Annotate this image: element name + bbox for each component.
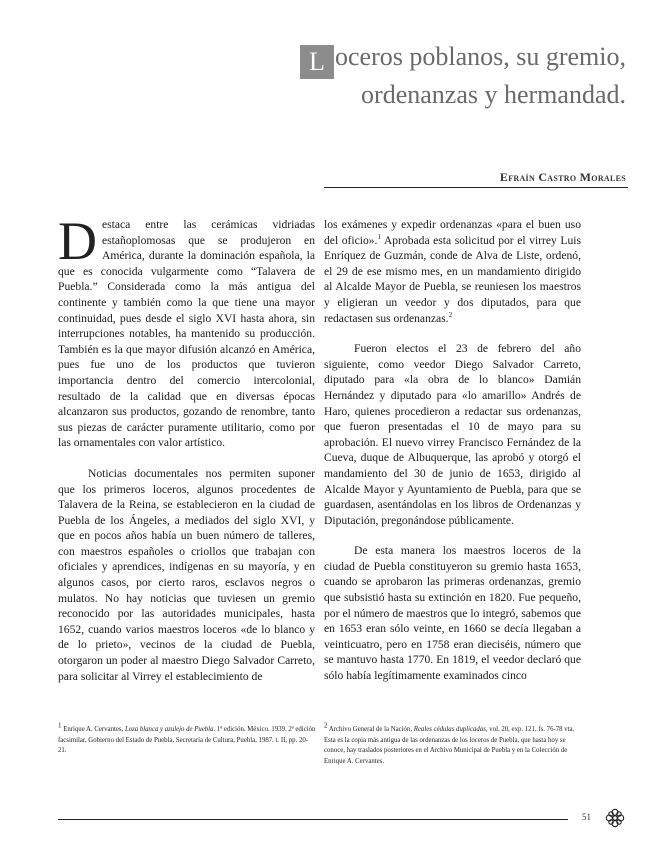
right-paragraph-1-text-b: Aprobada esta solicitud por el virrey Luis Enríquez de Guzmán, conde de Alva de Liste, ordenó, el 29 de ese mismo mes, en un mandamiento dirigido al Alcalde Mayor de Puebla, se reuniesen los maestros y eligieran un veedor y dos diputados, para que redactasen sus ordenanzas. — [324, 233, 581, 325]
footer-rule — [58, 819, 568, 820]
footnote-1-title: Loza blanca y azulejo de Puebla — [124, 726, 214, 733]
title-line-1-text: oceros poblanos, su gremio, — [334, 42, 626, 71]
left-paragraph-1 — [58, 211, 315, 451]
footnote-2-text-b: , vol. 20, exp. 121, fs. 76-78 vta. Esta es la copia más antigua de las ordenanzas de los loceros de Puebla, que hasta hoy se conoce, hay traslados posteriores en el Archivo Municipal de Puebla y en la Colección de Enrique A. Cervantes. — [324, 726, 575, 765]
footnote-2-text-a: Archivo General de la Nación, — [328, 726, 414, 733]
title-initial: L — [300, 45, 334, 79]
left-column — [58, 211, 315, 684]
footnote-1-text-b: . 1ª edición. México. 1939. 2ª edición facsimilar, Gobierno del Estado de Puebla, Secretaría de Cultura, Puebla, 1987. t. II, pp. 20-21. — [58, 726, 316, 755]
page-number: 51 — [582, 812, 591, 822]
footnote-ref-1[interactable]: 1 — [377, 232, 381, 241]
article-title-line-1 — [300, 42, 626, 79]
footnote-ref-2[interactable]: 2 — [448, 310, 453, 319]
right-paragraph-1-text-a: los exámenes y expedir ordenanzas «para el buen uso del oficio». — [324, 218, 581, 247]
author-rule — [324, 187, 628, 188]
author-name: Efraín Castro Morales — [499, 170, 626, 184]
footnote-1-text-a: Enrique A. Cervantes, — [63, 726, 125, 733]
left-paragraph-2: Noticias documentales nos permiten suponer que los primeros loceros, algunos procedentes de Talavera de la Reina, se establecieron en la ciudad de Puebla de los Ángeles, a mediados del siglo XVI, y que en pocos años había un buen número de talleres, con maestros españoles o criollos que trabajan con oficiales y aprendices, indígenas en su mayoría, y en algunos casos, por cierto raros, esclavos negros o mulatos. No hay noticias que tuviesen un gremio reconocido por las autoridades municipales, hasta 1652, cuando varios maestros loceros «de lo blanco y de lo prieto», vecinos de la ciudad de Puebla, otorgaron un poder al maestro Diego Salvador Carreto, para solicitar al Virrey el establecimiento de — [58, 466, 315, 683]
right-column — [324, 217, 581, 684]
floral-ornament-icon — [605, 808, 625, 828]
footnote-1-number: 1 — [58, 721, 62, 730]
right-paragraph-2: Fueron electos el 23 de febrero del año siguiente, como veedor Diego Salvador Carreto, diputado para «la obra de lo blanco» Damián Hernández y diputado para «lo amarillo» Andrés de Haro, quienes procedieron a redactar sus ordenanzas, que fueron presentadas el 10 de mayo para su aprobación. El nuevo virrey Francisco Fernández de la Cueva, duque de Albuquerque, las aprobó y otorgó el mandamiento del 30 de junio de 1653, dirigido al Alcalde Mayor y Ayuntamiento de Puebla, para que se guardasen, asentándolas en los libros de Ordenanzas y Diputación, pregonándose públicamente. — [324, 342, 581, 527]
right-paragraph-3: De esta manera los maestros loceros de la ciudad de Puebla constituyeron su gremio hasta 1653, cuando se aprobaron las primeras ordenanzas, gremio que subsistió hasta su extinción en 1820. Fue pequeño, por el número de maestros que lo integró, sabemos que en 1653 eran sólo veinte, en 1660 se decía llegaban a veinticuatro, pero en 1758 eran dieciséis, número que se mantuvo hasta 1770. En 1819, el veedor declaró que sólo había legítimamente examinados cinco — [324, 544, 581, 683]
footnote-2-title: Reales cédulas duplicadas — [413, 726, 486, 733]
left-paragraph-1-text: estaca entre las cerámicas vidriadas estañoplomosas que se produjeron en América, durante la dominación española, la que es conocida vulgarmente como “Talavera de Puebla.” Considerada como la más antigua del continente y también como la que tiene una mayor continuidad, pues desde el siglo XVI hasta ahora, sin interrupciones notables, ha mantenido su producción. También es la que mayor difusión alcanzó en América, pues fue uno de los productos que tuvieron importancia dentro del comercio intercolonial, resultado de la calidad que en diversas épocas alcanzaron sus productos, gozando de renombre, tanto sus piezas de carácter puramente utilitario, como por las ornamentales con valor artístico. — [58, 218, 315, 450]
footnote-2-number: 2 — [324, 721, 328, 730]
drop-cap: D — [58, 211, 97, 271]
footnote-2 — [324, 721, 582, 767]
article-title-line-2: ordenanzas y hermandad. — [361, 80, 626, 109]
right-paragraph-1 — [324, 217, 581, 326]
footnote-1 — [58, 721, 316, 757]
